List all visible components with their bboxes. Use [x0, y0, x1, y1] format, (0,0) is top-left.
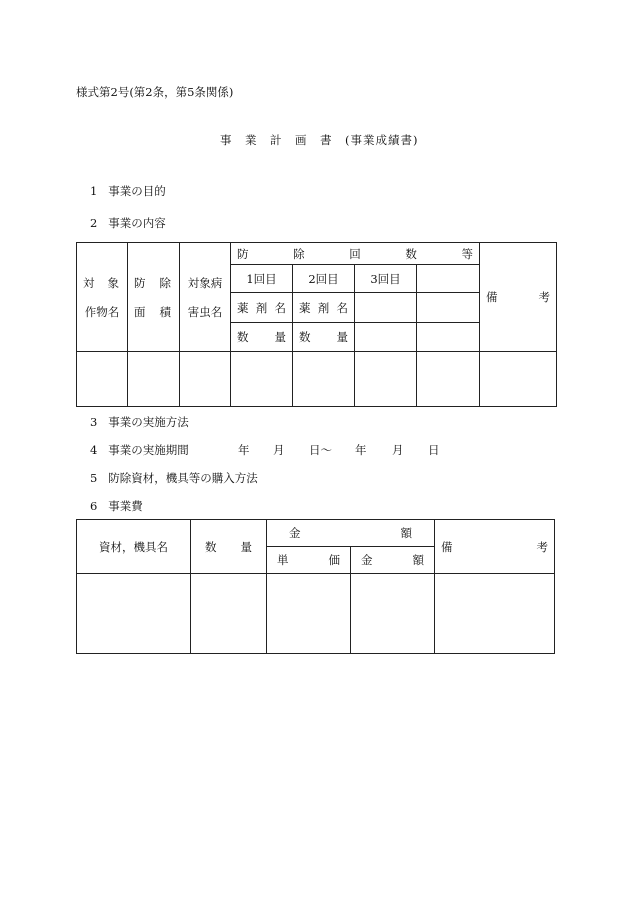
expense-remarks-header: 備 考 — [435, 520, 555, 574]
section-6 — [90, 498, 143, 514]
chemical-name-cell[interactable] — [355, 293, 417, 323]
section-4 — [90, 442, 189, 458]
section-1 — [90, 183, 166, 199]
section-number: 1 — [90, 184, 98, 198]
quantity-cell[interactable] — [417, 323, 480, 352]
table-row — [77, 574, 555, 654]
entry-cell[interactable] — [351, 574, 435, 654]
section-number: 4 — [90, 443, 98, 457]
period-year-start: 年 — [238, 443, 250, 457]
period-year-end: 年 — [355, 443, 367, 457]
period-month-end: 月 — [392, 443, 404, 457]
table-row — [77, 352, 557, 407]
period-day-end: 日 — [428, 443, 440, 457]
quantity-header: 数 量 — [231, 323, 293, 352]
chemical-name-cell[interactable] — [417, 293, 480, 323]
section-label: 事業の実施期間 — [108, 443, 189, 457]
entry-cell[interactable] — [480, 352, 557, 407]
chemical-name-header: 薬 剤 名 — [231, 293, 293, 323]
section-label: 事業の内容 — [108, 216, 166, 230]
amount-group-header: 金 額 — [267, 520, 435, 547]
crop-name-header: 対 象 作物名 — [77, 243, 128, 352]
expense-table — [76, 519, 555, 654]
section-label: 事業の実施方法 — [108, 415, 189, 429]
quantity-cell[interactable] — [355, 323, 417, 352]
section-label: 事業費 — [108, 499, 143, 513]
entry-cell[interactable] — [417, 352, 480, 407]
content-table — [76, 242, 557, 407]
unit-price-header: 単 価 — [267, 547, 351, 574]
round-2-header: 2回目 — [293, 265, 355, 293]
period-day-start: 日～ — [309, 443, 332, 457]
round-extra-header — [417, 265, 480, 293]
entry-cell[interactable] — [355, 352, 417, 407]
entry-cell[interactable] — [77, 574, 191, 654]
entry-cell[interactable] — [435, 574, 555, 654]
section-number: 5 — [90, 471, 98, 485]
section-number: 6 — [90, 499, 98, 513]
expense-quantity-header: 数 量 — [191, 520, 267, 574]
section-5 — [90, 470, 258, 486]
entry-cell[interactable] — [293, 352, 355, 407]
entry-cell[interactable] — [231, 352, 293, 407]
entry-cell[interactable] — [180, 352, 231, 407]
entry-cell[interactable] — [77, 352, 128, 407]
chemical-name-header: 薬 剤 名 — [293, 293, 355, 323]
round-3-header: 3回目 — [355, 265, 417, 293]
quantity-header: 数 量 — [293, 323, 355, 352]
item-name-header: 資材，機具名 — [77, 520, 191, 574]
section-2 — [90, 215, 166, 231]
section-label: 事業の目的 — [108, 184, 166, 198]
section-number: 2 — [90, 216, 98, 230]
pest-name-header: 対象病 害虫名 — [180, 243, 231, 352]
round-1-header: 1回目 — [231, 265, 293, 293]
section-label: 防除資材，機具等の購入方法 — [108, 471, 258, 485]
amount-header: 金 額 — [351, 547, 435, 574]
section-3 — [90, 414, 189, 430]
entry-cell[interactable] — [128, 352, 180, 407]
entry-cell[interactable] — [191, 574, 267, 654]
entry-cell[interactable] — [267, 574, 351, 654]
control-count-header: 防 除 回 数 等 — [231, 243, 480, 265]
form-reference: 様式第2号(第2条，第5条関係) — [76, 85, 234, 99]
remarks-header: 備 考 — [480, 243, 557, 352]
period-month-start: 月 — [273, 443, 285, 457]
section-number: 3 — [90, 415, 98, 429]
document-title: 事 業 計 画 書 (事業成績書) — [220, 133, 419, 147]
area-header: 防 除 面 積 — [128, 243, 180, 352]
